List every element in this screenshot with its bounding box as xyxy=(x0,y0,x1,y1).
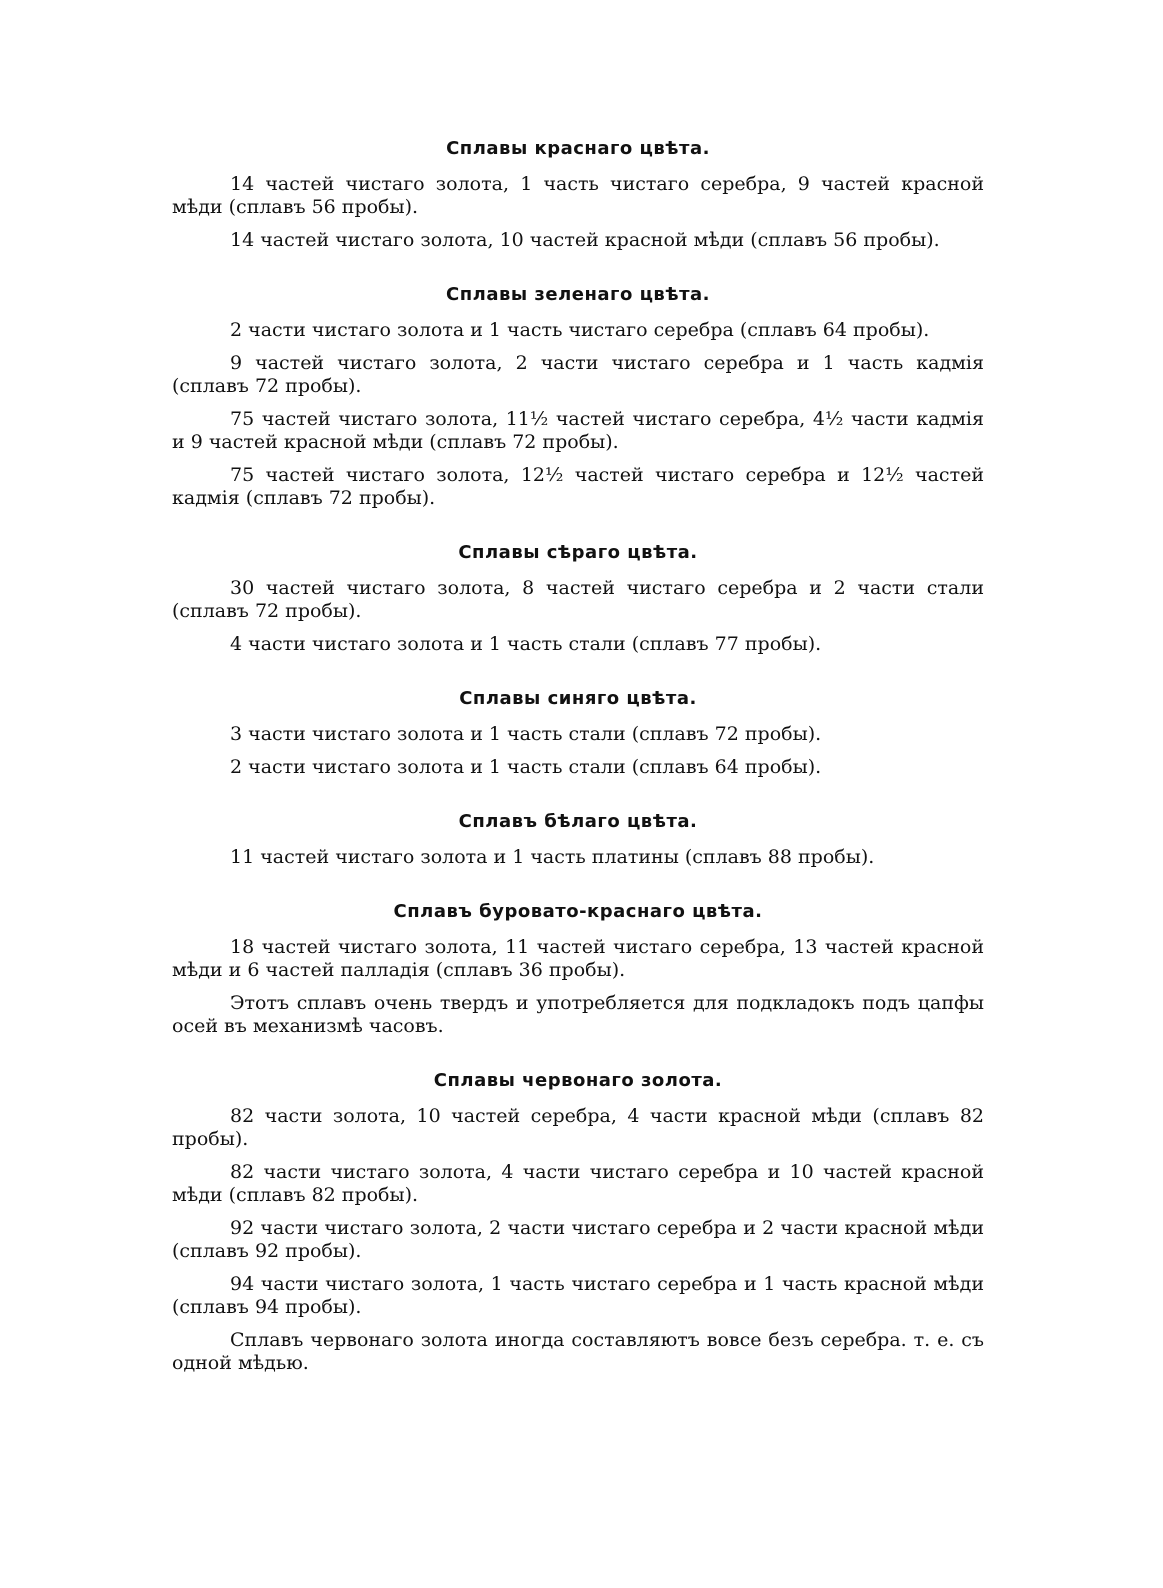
paragraph: 4 части чистаго золота и 1 часть стали (сплавъ 77 пробы). xyxy=(230,633,822,655)
paragraph: 3 части чистаго золота и 1 часть стали (сплавъ 72 пробы). xyxy=(230,723,822,745)
paragraph: 82 части чистаго золота, 4 части чистаго серебра и 10 частей красной мѣди (сплавъ 82 пробы). xyxy=(172,1161,984,1206)
section-heading: Сплавъ буровато-краснаго цвѣта. xyxy=(393,901,763,922)
paragraph: 75 частей чистаго золота, 12½ частей чистаго серебра и 12½ частей кадмія (сплавъ 72 пробы). xyxy=(172,464,984,509)
section-green-alloys xyxy=(172,276,984,510)
section-heading: Сплавы зеленаго цвѣта. xyxy=(446,284,710,305)
section-heading: Сплавъ бѣлаго цвѣта. xyxy=(458,811,698,832)
paragraph: Этотъ сплавъ очень твердъ и употребляется для подкладокъ подъ цапфы осей въ механизмѣ часовъ. xyxy=(172,992,984,1037)
document-page xyxy=(172,130,984,1385)
section-red-gold-alloys xyxy=(172,1062,984,1375)
section-heading: Сплавы краснаго цвѣта. xyxy=(446,138,710,159)
paragraph: 92 части чистаго золота, 2 части чистаго серебра и 2 части красной мѣди (сплавъ 92 пробы). xyxy=(172,1217,984,1262)
paragraph: 18 частей чистаго золота, 11 частей чистаго серебра, 13 частей красной мѣди и 6 частей палладія (сплавъ 36 пробы). xyxy=(172,936,984,981)
paragraph: 30 частей чистаго золота, 8 частей чистаго серебра и 2 части стали (сплавъ 72 пробы). xyxy=(172,577,984,622)
section-red-alloys xyxy=(172,130,984,252)
paragraph: 94 части чистаго золота, 1 часть чистаго серебра и 1 часть красной мѣди (сплавъ 94 пробы). xyxy=(172,1273,984,1318)
paragraph: 2 части чистаго золота и 1 часть стали (сплавъ 64 пробы). xyxy=(230,756,822,778)
section-heading: Сплавы сѣраго цвѣта. xyxy=(458,542,698,563)
paragraph: 82 части золота, 10 частей серебра, 4 части красной мѣди (сплавъ 82 пробы). xyxy=(172,1105,984,1150)
paragraph: 14 частей чистаго золота, 1 часть чистаго серебра, 9 частей красной мѣди (сплавъ 56 пробы). xyxy=(172,173,984,218)
paragraph: Сплавъ червонаго золота иногда составляютъ вовсе безъ серебра. т. е. съ одной мѣдью. xyxy=(172,1329,984,1374)
paragraph: 2 части чистаго золота и 1 часть чистаго серебра (сплавъ 64 пробы). xyxy=(230,319,930,341)
section-white-alloy xyxy=(172,803,984,869)
paragraph: 14 частей чистаго золота, 10 частей красной мѣди (сплавъ 56 пробы). xyxy=(230,229,940,251)
section-heading: Сплавы червонаго золота. xyxy=(433,1070,723,1091)
paragraph: 11 частей чистаго золота и 1 часть платины (сплавъ 88 пробы). xyxy=(230,846,875,868)
section-grey-alloys xyxy=(172,534,984,656)
section-heading: Сплавы синяго цвѣта. xyxy=(459,688,697,709)
section-brownish-red-alloy xyxy=(172,893,984,1038)
paragraph: 75 частей чистаго золота, 11½ частей чистаго серебра, 4½ части кадмія и 9 частей красной мѣди (сплавъ 72 пробы). xyxy=(172,408,984,453)
section-blue-alloys xyxy=(172,680,984,779)
paragraph: 9 частей чистаго золота, 2 части чистаго серебра и 1 часть кадмія (сплавъ 72 пробы). xyxy=(172,352,984,397)
